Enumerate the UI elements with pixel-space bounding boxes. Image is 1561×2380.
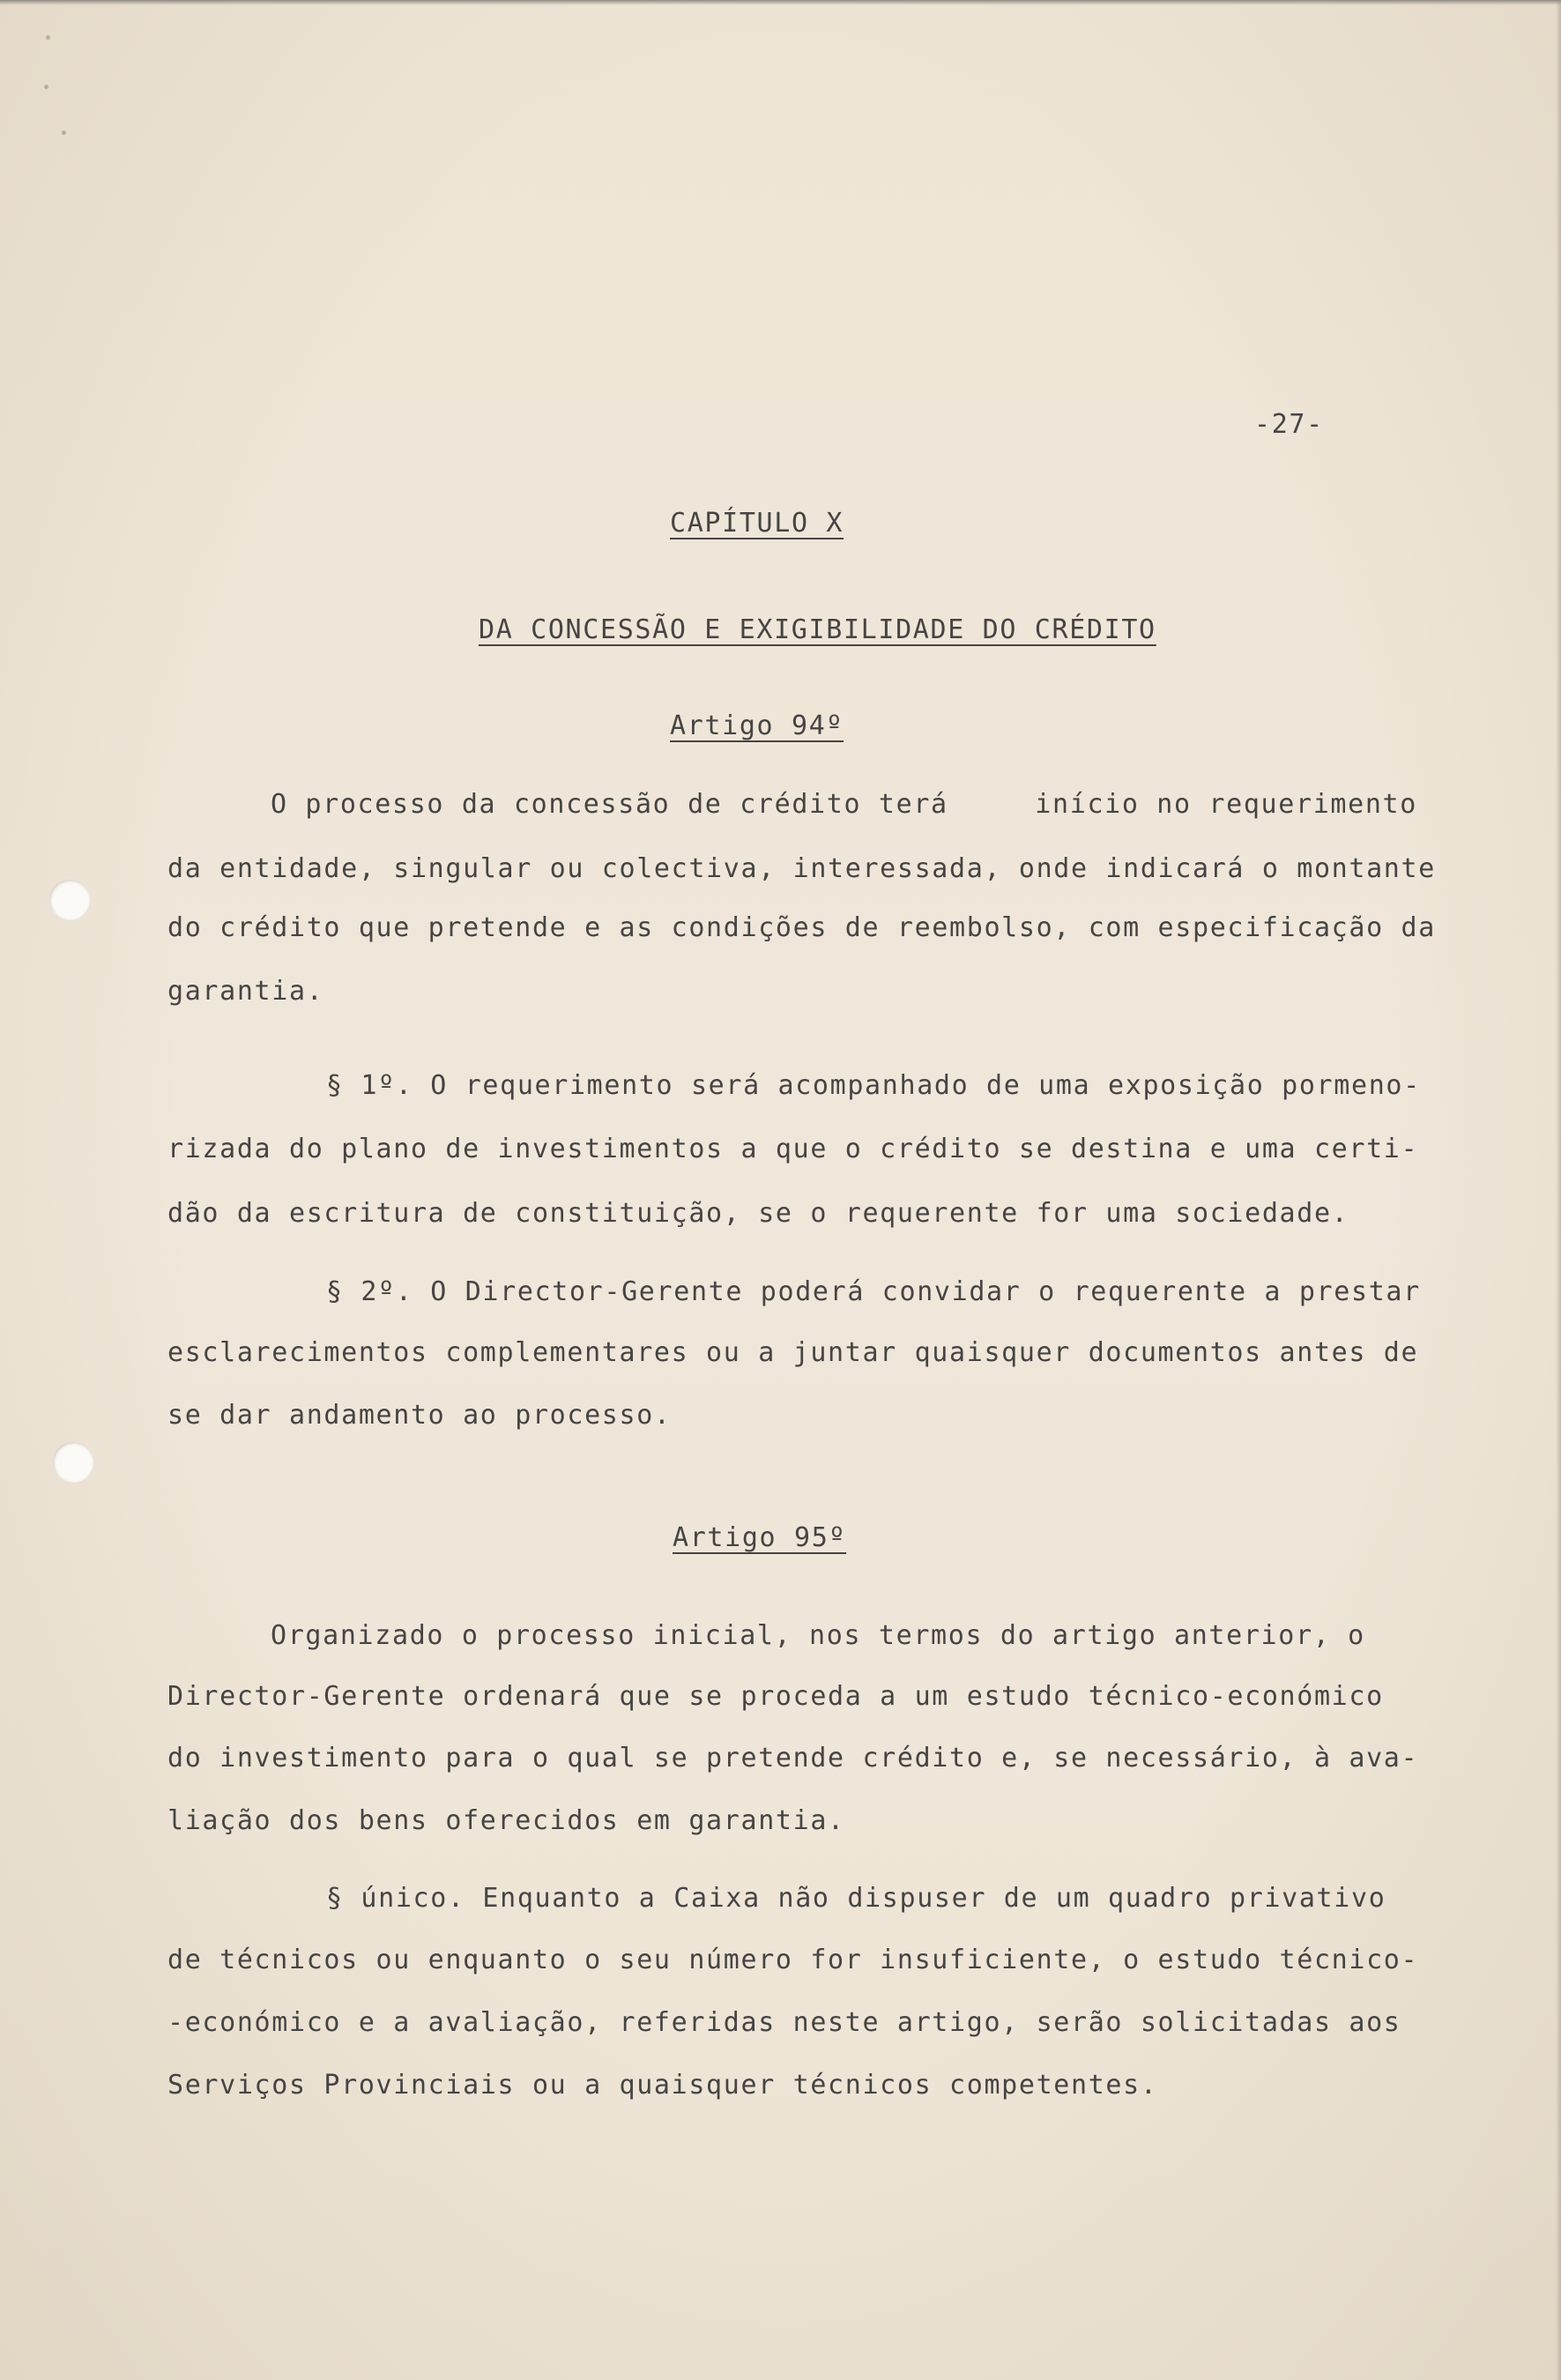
text-line: § 1º. O requerimento será acompanhado de uma exposição pormeno- (326, 1070, 1421, 1101)
chapter-subtitle: DA CONCESSÃO E EXIGIBILIDADE DO CRÉDITO (479, 614, 1156, 645)
text-line: da entidade, singular ou colectiva, interessada, onde indicará o montante (167, 853, 1436, 884)
chapter-title: CAPÍTULO X (670, 508, 844, 539)
article-95-heading: Artigo 95º (673, 1522, 847, 1553)
text-line: Organizado o processo inicial, nos termos do artigo anterior, o (271, 1620, 1365, 1651)
text-line: § 2º. O Director-Gerente poderá convidar o requerente a prestar (326, 1276, 1421, 1307)
text-line: -económico e a avaliação, referidas neste artigo, serão solicitadas aos (167, 2007, 1401, 2038)
text-line: garantia. (167, 976, 324, 1007)
text-line: dão da escritura de constituição, se o requerente for uma sociedade. (167, 1198, 1349, 1229)
article-94-heading: Artigo 94º (670, 710, 844, 741)
text-line: liação dos bens oferecidos em garantia. (167, 1805, 845, 1836)
text-line: de técnicos ou enquanto o seu número for insuficiente, o estudo técnico- (167, 1945, 1419, 1975)
punch-hole-upper (49, 880, 90, 920)
text-line: Director-Gerente ordenará que se proceda a um estudo técnico-económico (167, 1681, 1384, 1712)
text-line: do crédito que pretende e as condições de reembolso, com especificação da (167, 912, 1436, 943)
page-number: -27- (1254, 409, 1324, 440)
paper-right-edge (1556, 0, 1561, 2380)
paper-speck (62, 130, 66, 135)
paper-top-edge (0, 0, 1561, 5)
text-line: se dar andamento ao processo. (167, 1400, 672, 1431)
text-line: O processo da concessão de crédito terá início no requerimento (271, 789, 1417, 820)
paper-speck (46, 35, 50, 40)
text-line: rizada do plano de investimentos a que o crédito se destina e uma certi- (167, 1134, 1419, 1164)
text-line: do investimento para o qual se pretende crédito e, se necessário, à ava- (167, 1743, 1419, 1774)
text-line: § único. Enquanto a Caixa não dispuser de um quadro privativo (326, 1883, 1386, 1914)
text-line: esclarecimentos complementares ou a juntar quaisquer documentos antes de (167, 1337, 1419, 1368)
punch-hole-lower (53, 1442, 93, 1483)
paper-speck (44, 85, 48, 89)
text-line: Serviços Provinciais ou a quaisquer técnicos competentes. (167, 2070, 1158, 2101)
